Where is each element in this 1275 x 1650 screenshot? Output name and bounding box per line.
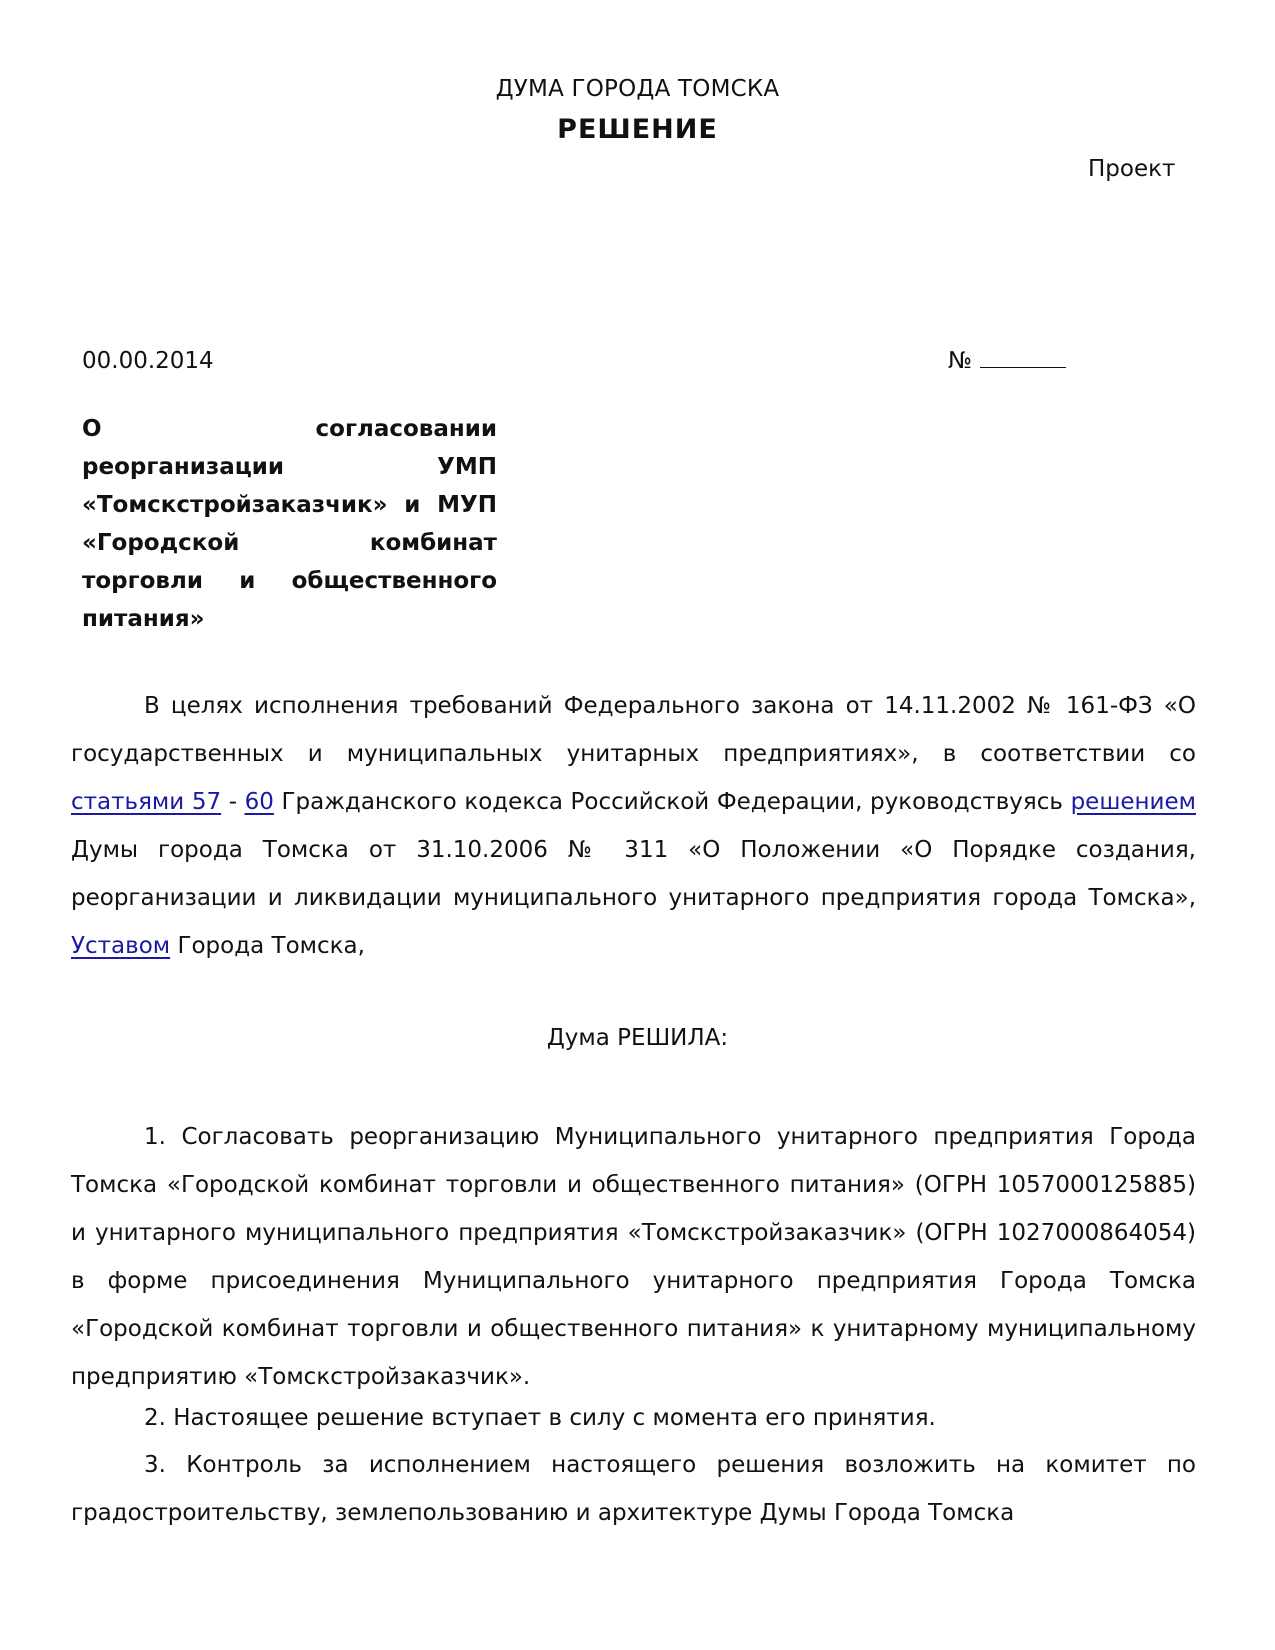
- resolution-item-1: 1. Согласовать реорганизацию Муниципального унитарного предприятия Города Томска «Городской комбинат торговли и общественного питания» (ОГРН 1057000125885) и унитарного муниципального предприятия «Томскстройзаказчик» (ОГРН 1027000864054) в форме присоединения Муниципального унитарного предприятия Города Томска «Городской комбинат торговли и общественного питания» к унитарному муниципальному предприятию «Томскстройзаказчик».: [71, 1124, 1196, 1390]
- document-number: [948, 348, 1066, 374]
- number-blank-line: [980, 349, 1066, 368]
- document-date: 00.00.2014: [82, 348, 214, 374]
- resolution-item-3-text: 3. Контроль за исполнением настоящего решения возложить на комитет по градостроительству, землепользованию и архитектуре Думы Города Томска: [71, 1452, 1196, 1526]
- organization-name: ДУМА ГОРОДА ТОМСКА: [495, 76, 780, 102]
- preamble-text: Города Томска,: [170, 933, 365, 959]
- preamble-text: Думы города Томска от 31.10.2006 № 311 «О Положении «О Порядке создания, реорганизации и ликвидации муниципального унитарного предприятия города Томска»,: [71, 837, 1196, 911]
- link-duma-decision[interactable]: решением: [1070, 789, 1196, 815]
- number-sign: №: [948, 348, 972, 374]
- preamble-text: -: [221, 789, 245, 815]
- resolution-item-2: 2. Настоящее решение вступает в силу с момента его принятия.: [144, 1405, 936, 1431]
- document-title: РЕШЕНИЕ: [557, 114, 718, 145]
- link-civil-code-article-60[interactable]: 60: [244, 789, 274, 815]
- resolution-item-3: [71, 1441, 1196, 1537]
- preamble-text: Гражданского кодекса Российской Федерации, руководствуясь: [273, 789, 1071, 815]
- link-city-charter[interactable]: Уставом: [71, 933, 171, 959]
- preamble-paragraph: [71, 682, 1196, 970]
- document-subject: О согласовании реорганизации УМП «Томскстройзаказчик» и МУП «Городской комбинат торговли и общественного питания»: [82, 416, 497, 632]
- preamble-text: В целях исполнения требований Федерального закона от 14.11.2002 № 161-ФЗ «О государственных и муниципальных унитарных предприятиях», в соответствии со: [71, 693, 1196, 767]
- resolution-heading: Дума РЕШИЛА:: [546, 1025, 729, 1051]
- draft-status-label: Проект: [1088, 156, 1176, 182]
- link-civil-code-article-57[interactable]: статьями 57: [71, 789, 222, 815]
